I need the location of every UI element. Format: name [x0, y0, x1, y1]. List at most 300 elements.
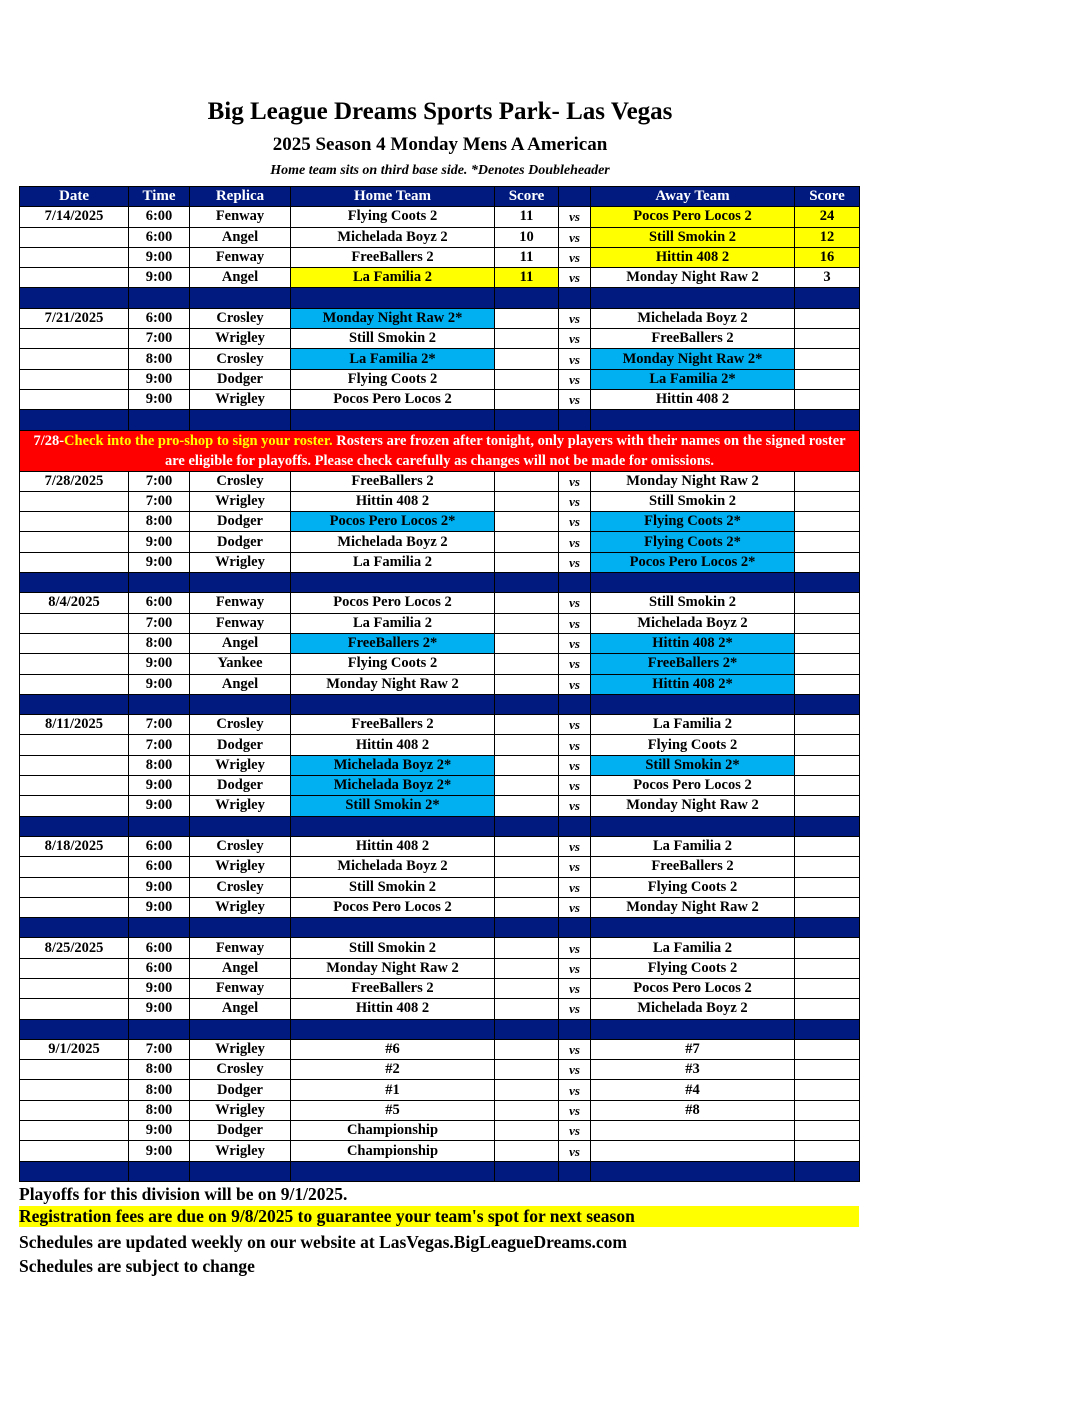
separator-cell	[129, 1019, 190, 1039]
separator-cell	[291, 1019, 495, 1039]
home-score	[495, 593, 559, 613]
roster-notice-row	[20, 430, 860, 471]
separator-cell	[495, 816, 559, 836]
table-row	[20, 755, 860, 775]
game-time: 8:00	[129, 1080, 190, 1100]
home-team: Championship	[291, 1121, 495, 1141]
home-team: Michelada Boyz 2	[291, 532, 495, 552]
home-team: Michelada Boyz 2*	[291, 776, 495, 796]
separator-cell	[591, 816, 795, 836]
separator-cell	[129, 816, 190, 836]
separator-cell	[591, 573, 795, 593]
game-date	[20, 613, 129, 633]
home-score	[495, 958, 559, 978]
table-row	[20, 1039, 860, 1059]
game-field: Fenway	[190, 593, 291, 613]
home-team: Still Smokin 2*	[291, 796, 495, 816]
game-date	[20, 389, 129, 409]
separator-cell	[795, 918, 860, 938]
game-field: Wrigley	[190, 897, 291, 917]
home-team: Monday Night Raw 2	[291, 958, 495, 978]
game-time: 6:00	[129, 207, 190, 227]
game-time: 6:00	[129, 308, 190, 328]
game-time: 9:00	[129, 978, 190, 998]
separator-cell	[291, 1161, 495, 1181]
away-team: Hittin 408 2*	[591, 674, 795, 694]
away-team: Still Smokin 2	[591, 491, 795, 511]
separator-cell	[495, 1161, 559, 1181]
home-score	[495, 836, 559, 856]
home-team: Hittin 408 2	[291, 735, 495, 755]
away-score	[795, 593, 860, 613]
separator-cell	[129, 918, 190, 938]
separator-cell	[795, 1019, 860, 1039]
away-team: FreeBallers 2*	[591, 654, 795, 674]
game-date	[20, 512, 129, 532]
away-team: Pocos Pero Locos 2	[591, 207, 795, 227]
home-score	[495, 552, 559, 572]
game-date	[20, 227, 129, 247]
vs-label: vs	[559, 471, 591, 491]
vs-label: vs	[559, 512, 591, 532]
separator-cell	[190, 694, 291, 714]
game-field: Wrigley	[190, 552, 291, 572]
column-header	[559, 187, 591, 207]
game-time: 9:00	[129, 999, 190, 1019]
away-score	[795, 1080, 860, 1100]
home-score	[495, 613, 559, 633]
game-time: 9:00	[129, 268, 190, 288]
away-score	[795, 389, 860, 409]
away-team: La Familia 2	[591, 938, 795, 958]
game-time: 6:00	[129, 836, 190, 856]
separator-cell	[795, 573, 860, 593]
game-date	[20, 654, 129, 674]
game-time: 9:00	[129, 552, 190, 572]
game-time: 9:00	[129, 776, 190, 796]
table-row	[20, 1141, 860, 1161]
away-team: Flying Coots 2	[591, 735, 795, 755]
game-date: 7/28/2025	[20, 471, 129, 491]
vs-label: vs	[559, 999, 591, 1019]
game-field: Fenway	[190, 938, 291, 958]
away-score	[795, 1141, 860, 1161]
game-field: Crosley	[190, 836, 291, 856]
home-team: Monday Night Raw 2	[291, 674, 495, 694]
game-field: Wrigley	[190, 1100, 291, 1120]
separator-cell	[20, 288, 129, 308]
week-separator	[20, 288, 860, 308]
column-header: Home Team	[291, 187, 495, 207]
home-team: Still Smokin 2	[291, 329, 495, 349]
vs-label: vs	[559, 1080, 591, 1100]
game-field: Angel	[190, 633, 291, 653]
away-team: La Familia 2*	[591, 369, 795, 389]
vs-label: vs	[559, 1060, 591, 1080]
column-header: Date	[20, 187, 129, 207]
game-time: 7:00	[129, 491, 190, 511]
separator-cell	[495, 410, 559, 430]
home-team: La Familia 2	[291, 268, 495, 288]
home-score	[495, 349, 559, 369]
game-date: 8/18/2025	[20, 836, 129, 856]
separator-cell	[190, 573, 291, 593]
separator-cell	[591, 1161, 795, 1181]
game-time: 8:00	[129, 633, 190, 653]
home-score	[495, 796, 559, 816]
game-field: Fenway	[190, 247, 291, 267]
table-row	[20, 593, 860, 613]
home-team: Still Smokin 2	[291, 938, 495, 958]
table-row	[20, 796, 860, 816]
separator-cell	[495, 1019, 559, 1039]
home-score	[495, 389, 559, 409]
vs-label: vs	[559, 633, 591, 653]
week-separator	[20, 918, 860, 938]
game-date	[20, 776, 129, 796]
away-score	[795, 471, 860, 491]
playoffs-note: Playoffs for this division will be on 9/1/2025.	[19, 1184, 348, 1204]
table-row	[20, 369, 860, 389]
home-team: La Familia 2	[291, 552, 495, 572]
home-score	[495, 1100, 559, 1120]
game-date	[20, 897, 129, 917]
table-row	[20, 349, 860, 369]
separator-cell	[291, 694, 495, 714]
vs-label: vs	[559, 329, 591, 349]
away-score	[795, 654, 860, 674]
away-team: Still Smokin 2	[591, 227, 795, 247]
away-score	[795, 735, 860, 755]
game-date	[20, 857, 129, 877]
separator-cell	[190, 410, 291, 430]
table-row	[20, 552, 860, 572]
game-date	[20, 999, 129, 1019]
game-time: 8:00	[129, 349, 190, 369]
home-team: Championship	[291, 1141, 495, 1161]
column-header: Score	[795, 187, 860, 207]
game-date: 8/11/2025	[20, 715, 129, 735]
game-time: 6:00	[129, 593, 190, 613]
game-date	[20, 552, 129, 572]
separator-cell	[795, 288, 860, 308]
home-score: 10	[495, 227, 559, 247]
away-team: Pocos Pero Locos 2	[591, 978, 795, 998]
away-team: Hittin 408 2	[591, 247, 795, 267]
home-score: 11	[495, 207, 559, 227]
separator-cell	[795, 816, 860, 836]
away-team	[591, 1121, 795, 1141]
away-team: Flying Coots 2*	[591, 532, 795, 552]
away-team: Still Smokin 2*	[591, 755, 795, 775]
vs-label: vs	[559, 227, 591, 247]
week-separator	[20, 1161, 860, 1181]
table-row	[20, 776, 860, 796]
vs-label: vs	[559, 1039, 591, 1059]
away-team: Flying Coots 2*	[591, 512, 795, 532]
week-separator	[20, 816, 860, 836]
vs-label: vs	[559, 715, 591, 735]
vs-label: vs	[559, 1121, 591, 1141]
table-row	[20, 654, 860, 674]
away-score: 3	[795, 268, 860, 288]
away-score	[795, 329, 860, 349]
game-time: 9:00	[129, 369, 190, 389]
home-team: Hittin 408 2	[291, 491, 495, 511]
game-field: Dodger	[190, 512, 291, 532]
home-score	[495, 674, 559, 694]
game-field: Dodger	[190, 735, 291, 755]
away-score	[795, 1039, 860, 1059]
separator-cell	[291, 816, 495, 836]
game-date	[20, 877, 129, 897]
game-field: Dodger	[190, 532, 291, 552]
home-score	[495, 654, 559, 674]
table-row	[20, 613, 860, 633]
away-team: Monday Night Raw 2	[591, 471, 795, 491]
game-field: Wrigley	[190, 329, 291, 349]
game-field: Wrigley	[190, 796, 291, 816]
away-score	[795, 1060, 860, 1080]
game-field: Dodger	[190, 369, 291, 389]
home-score	[495, 938, 559, 958]
away-team: Monday Night Raw 2*	[591, 349, 795, 369]
table-row	[20, 247, 860, 267]
table-row	[20, 633, 860, 653]
game-field: Crosley	[190, 877, 291, 897]
game-field: Wrigley	[190, 1141, 291, 1161]
game-time: 9:00	[129, 897, 190, 917]
table-row	[20, 532, 860, 552]
game-time: 6:00	[129, 958, 190, 978]
separator-cell	[559, 694, 591, 714]
vs-label: vs	[559, 613, 591, 633]
vs-label: vs	[559, 897, 591, 917]
away-team: Monday Night Raw 2	[591, 268, 795, 288]
vs-label: vs	[559, 877, 591, 897]
separator-cell	[795, 410, 860, 430]
game-date	[20, 1060, 129, 1080]
home-team: Pocos Pero Locos 2	[291, 897, 495, 917]
vs-label: vs	[559, 735, 591, 755]
game-field: Fenway	[190, 613, 291, 633]
game-time: 9:00	[129, 877, 190, 897]
home-score	[495, 1060, 559, 1080]
separator-cell	[591, 288, 795, 308]
game-date: 9/1/2025	[20, 1039, 129, 1059]
home-team: Flying Coots 2	[291, 207, 495, 227]
separator-cell	[591, 410, 795, 430]
away-score	[795, 349, 860, 369]
schedule-table	[19, 186, 860, 1182]
home-score	[495, 999, 559, 1019]
separator-cell	[20, 410, 129, 430]
away-team: Michelada Boyz 2	[591, 308, 795, 328]
notice-text: Rosters are frozen after tonight, only players with their names on the signed roster are eligible for playoffs. Please check carefully as changes will not be made for omissions.	[164, 432, 846, 469]
separator-cell	[559, 1019, 591, 1039]
game-date	[20, 1100, 129, 1120]
game-field: Angel	[190, 674, 291, 694]
notice-date: 7/28-	[33, 432, 65, 449]
game-field: Wrigley	[190, 1039, 291, 1059]
home-team: #2	[291, 1060, 495, 1080]
column-header: Score	[495, 187, 559, 207]
game-field: Dodger	[190, 1121, 291, 1141]
game-date	[20, 532, 129, 552]
away-score	[795, 674, 860, 694]
game-time: 9:00	[129, 1141, 190, 1161]
separator-cell	[559, 410, 591, 430]
home-team: FreeBallers 2	[291, 978, 495, 998]
home-score	[495, 512, 559, 532]
home-score	[495, 633, 559, 653]
home-team: FreeBallers 2	[291, 471, 495, 491]
home-team: Hittin 408 2	[291, 836, 495, 856]
game-time: 9:00	[129, 654, 190, 674]
away-team: Flying Coots 2	[591, 958, 795, 978]
change-note: Schedules are subject to change	[19, 1256, 255, 1276]
table-row	[20, 227, 860, 247]
home-score	[495, 755, 559, 775]
away-score	[795, 512, 860, 532]
away-team: Flying Coots 2	[591, 877, 795, 897]
game-date	[20, 491, 129, 511]
game-time: 9:00	[129, 796, 190, 816]
game-time: 8:00	[129, 1100, 190, 1120]
home-team: Hittin 408 2	[291, 999, 495, 1019]
vs-label: vs	[559, 389, 591, 409]
away-score	[795, 938, 860, 958]
game-field: Yankee	[190, 654, 291, 674]
table-row	[20, 1121, 860, 1141]
home-score: 11	[495, 247, 559, 267]
home-team: Flying Coots 2	[291, 654, 495, 674]
separator-cell	[795, 1161, 860, 1181]
away-team: #4	[591, 1080, 795, 1100]
game-date	[20, 796, 129, 816]
separator-cell	[291, 288, 495, 308]
separator-cell	[20, 1019, 129, 1039]
page-subtitle: 2025 Season 4 Monday Mens A American	[272, 134, 608, 155]
game-date	[20, 268, 129, 288]
home-team: Michelada Boyz 2	[291, 857, 495, 877]
away-score	[795, 776, 860, 796]
game-date	[20, 978, 129, 998]
home-score	[495, 308, 559, 328]
game-date: 7/21/2025	[20, 308, 129, 328]
away-team: Pocos Pero Locos 2	[591, 776, 795, 796]
home-score	[495, 857, 559, 877]
table-row	[20, 308, 860, 328]
game-date	[20, 349, 129, 369]
game-field: Angel	[190, 999, 291, 1019]
game-field: Fenway	[190, 978, 291, 998]
table-row	[20, 389, 860, 409]
separator-cell	[795, 694, 860, 714]
away-score	[795, 857, 860, 877]
away-score	[795, 552, 860, 572]
away-team: Hittin 408 2*	[591, 633, 795, 653]
home-score	[495, 471, 559, 491]
away-team: FreeBallers 2	[591, 857, 795, 877]
game-field: Fenway	[190, 207, 291, 227]
table-row	[20, 1080, 860, 1100]
week-separator	[20, 573, 860, 593]
game-date: 8/25/2025	[20, 938, 129, 958]
vs-label: vs	[559, 796, 591, 816]
game-date	[20, 1141, 129, 1161]
game-date	[20, 958, 129, 978]
home-score	[495, 735, 559, 755]
separator-cell	[129, 1161, 190, 1181]
table-row	[20, 491, 860, 511]
separator-cell	[495, 694, 559, 714]
away-team: FreeBallers 2	[591, 329, 795, 349]
vs-label: vs	[559, 491, 591, 511]
page-title: Big League Dreams Sports Park- Las Vegas	[207, 98, 673, 125]
notice-highlight: Check into the pro-shop to sign your roster.	[64, 432, 333, 449]
vs-label: vs	[559, 958, 591, 978]
separator-cell	[20, 1161, 129, 1181]
table-header-row	[20, 187, 860, 207]
separator-cell	[591, 1019, 795, 1039]
game-time: 7:00	[129, 329, 190, 349]
home-score	[495, 1039, 559, 1059]
home-team: Pocos Pero Locos 2*	[291, 512, 495, 532]
home-team: Pocos Pero Locos 2	[291, 593, 495, 613]
home-team: FreeBallers 2	[291, 715, 495, 735]
separator-cell	[591, 918, 795, 938]
away-score	[795, 958, 860, 978]
away-score	[795, 836, 860, 856]
separator-cell	[190, 1019, 291, 1039]
away-team: Hittin 408 2	[591, 389, 795, 409]
website-note: Schedules are updated weekly on our website at LasVegas.BigLeagueDreams.com	[19, 1232, 627, 1252]
registration-note: Registration fees are due on 9/8/2025 to guarantee your team's spot for next season	[19, 1206, 859, 1227]
table-row	[20, 512, 860, 532]
away-score	[795, 1121, 860, 1141]
game-time: 7:00	[129, 735, 190, 755]
away-team: #7	[591, 1039, 795, 1059]
vs-label: vs	[559, 978, 591, 998]
game-field: Angel	[190, 268, 291, 288]
home-score	[495, 491, 559, 511]
separator-cell	[129, 694, 190, 714]
game-date	[20, 633, 129, 653]
vs-label: vs	[559, 836, 591, 856]
table-row	[20, 958, 860, 978]
game-time: 7:00	[129, 715, 190, 735]
home-score	[495, 897, 559, 917]
home-team: Still Smokin 2	[291, 877, 495, 897]
column-header: Replica	[190, 187, 291, 207]
column-header: Away Team	[591, 187, 795, 207]
separator-cell	[20, 573, 129, 593]
away-score	[795, 308, 860, 328]
table-row	[20, 857, 860, 877]
table-row	[20, 1100, 860, 1120]
separator-cell	[190, 288, 291, 308]
away-team	[591, 1141, 795, 1161]
table-row	[20, 836, 860, 856]
table-row	[20, 978, 860, 998]
game-date	[20, 247, 129, 267]
game-time: 9:00	[129, 389, 190, 409]
week-separator	[20, 1019, 860, 1039]
vs-label: vs	[559, 776, 591, 796]
table-row	[20, 999, 860, 1019]
table-row	[20, 938, 860, 958]
